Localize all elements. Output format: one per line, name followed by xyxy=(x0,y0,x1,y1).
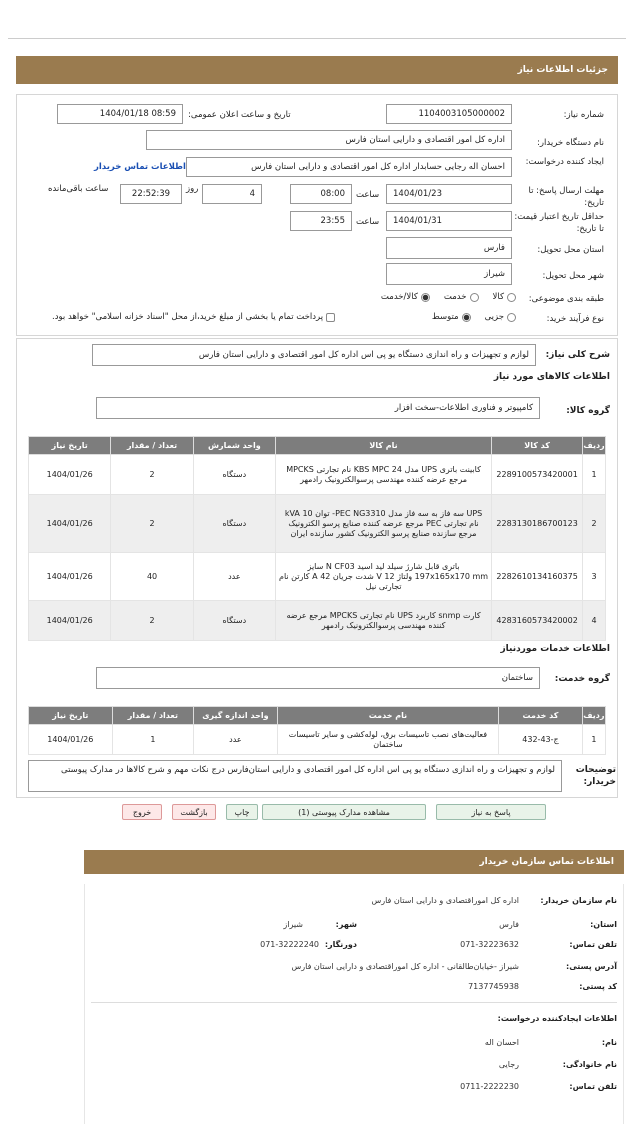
table-row[interactable] xyxy=(29,601,606,641)
service-group-label: گروه خدمت: xyxy=(554,674,610,684)
contact-info-link[interactable]: اطلاعات تماس خریدار xyxy=(94,162,186,172)
services-section-title: اطلاعات خدمات مورد‌نیاز xyxy=(500,644,610,654)
need-summary-field[interactable] xyxy=(92,344,536,366)
days-field[interactable] xyxy=(202,184,262,204)
creator-name-label: نام: xyxy=(601,1038,617,1047)
page-header xyxy=(16,56,618,84)
remaining-label: ساعت باقی‌مانده xyxy=(48,184,109,194)
deadline-time-label: ساعت xyxy=(356,190,380,200)
phone-value: 071-32223632 xyxy=(460,940,519,949)
creator-label: ایجاد کننده درخواست: xyxy=(525,157,604,167)
category-option-label: خدمت xyxy=(443,292,467,302)
cell-date: 1404/01/26 xyxy=(29,455,111,495)
cell-row: 4 xyxy=(583,601,606,641)
creator-name-value: احسان اله xyxy=(484,1038,519,1047)
validity-time-value: 23:55 xyxy=(320,216,345,226)
table-row[interactable] xyxy=(29,455,606,495)
category-option-label: کالا/خدمت xyxy=(380,292,418,302)
province-value: فارس xyxy=(499,920,519,929)
goods-section-title: اطلاعات کالاهای مورد نیاز xyxy=(493,372,610,382)
col-date: تاریخ نیاز xyxy=(29,437,111,455)
deadline-date-value: 1404/01/23 xyxy=(393,189,442,199)
category-option-goods[interactable] xyxy=(493,292,516,302)
col-code: کد کالا xyxy=(492,437,583,455)
cell-date: 1404/01/26 xyxy=(29,601,111,641)
process-option-label: جزیی xyxy=(484,312,504,322)
cell-name: باتری قابل شارژ سیلد لید اسید N CF03 سایز 197x165x170 mm ولتاژ 12 V شدت جریان 42 A کارتن نام تجارتی نیل xyxy=(276,553,492,601)
cell-name: کارت snmp کاربرد UPS نام تجارتی MPCKS مرجع عرضه کننده مهندسی پرسوالکترونیک رادمهر xyxy=(276,601,492,641)
category-option-service[interactable] xyxy=(444,292,479,302)
services-table-header xyxy=(29,707,606,725)
province-label: استان: xyxy=(590,920,617,929)
table-row[interactable] xyxy=(29,553,606,601)
need-summary-value: لوازم و تجهیزات و راه اندازی دستگاه یو پی اس اداره کل امور اقتصادی و دارایی استان فارس xyxy=(198,350,529,360)
exit-button[interactable]: خروج xyxy=(122,804,162,820)
need-summary-label: شرح کلی نیاز: xyxy=(545,350,610,360)
province-field[interactable] xyxy=(386,237,512,259)
process-option-minor[interactable] xyxy=(485,312,516,322)
city-value: شیراز xyxy=(484,269,505,279)
cell-unit: عدد xyxy=(193,553,275,601)
announce-value: 1404/01/18 08:59 xyxy=(99,109,176,119)
cell-name: فعالیت‌های نصب تاسیسات برق، لوله‌کشی و سایر تاسیسات ساختمان xyxy=(277,725,499,755)
contact-divider xyxy=(91,1002,617,1003)
contact-info xyxy=(84,884,624,1124)
cell-date: 1404/01/26 xyxy=(29,725,113,755)
city-label: شهر محل تحویل: xyxy=(542,271,604,281)
cell-qty: 2 xyxy=(111,495,193,553)
col-name: نام خدمت xyxy=(277,707,499,725)
service-group-value: ساختمان xyxy=(501,673,533,683)
cell-row: 2 xyxy=(583,495,606,553)
cell-date: 1404/01/26 xyxy=(29,495,111,553)
category-options xyxy=(367,292,516,302)
category-option-both[interactable] xyxy=(381,292,430,302)
cell-unit: دستگاه xyxy=(193,495,275,553)
payment-note xyxy=(52,312,335,322)
radio-selected-icon xyxy=(421,293,430,302)
buyer-notes-value: لوازم و تجهیزات و راه اندازی دستگاه یو پی اس اداره کل امور اقتصادی و دارایی استان‌فارس درج نکات مهم و شرح کالاها در مدارک پیوستی xyxy=(61,765,555,775)
org-value: اداره کل اموراقتصادی و دارایی استان فارس xyxy=(371,896,519,905)
phone-label: تلفن تماس: xyxy=(569,940,617,949)
announce-field[interactable] xyxy=(57,104,183,124)
goods-group-field[interactable] xyxy=(96,397,540,419)
services-table-wrap xyxy=(28,706,606,755)
buyer-field[interactable] xyxy=(146,130,512,150)
cell-code: ج-43-432 xyxy=(499,725,583,755)
days-label: روز xyxy=(186,184,199,194)
city-value: شیراز xyxy=(283,920,303,929)
deadline-time-value: 08:00 xyxy=(320,189,345,199)
need-number-field[interactable] xyxy=(386,104,512,124)
table-row[interactable] xyxy=(29,725,606,755)
buyer-notes-label: توضیحات خریدار: xyxy=(575,765,616,787)
need-number-value: 1104003105000002 xyxy=(418,109,505,119)
process-option-medium[interactable] xyxy=(432,312,471,322)
cell-date: 1404/01/26 xyxy=(29,553,111,601)
process-option-label: متوسط xyxy=(431,312,459,322)
creator-section-title: اطلاعات ایجادکننده درخواست: xyxy=(497,1014,617,1023)
cell-unit: دستگاه xyxy=(193,601,275,641)
buyer-label: نام دستگاه خریدار: xyxy=(537,138,604,148)
org-label: نام سازمان خریدار: xyxy=(540,896,617,905)
radio-icon xyxy=(507,313,516,322)
goods-table-wrap xyxy=(28,436,606,641)
days-value: 4 xyxy=(249,189,255,199)
cell-code: 2283130186700123 xyxy=(492,495,583,553)
fax-label: دورنگار: xyxy=(324,940,357,949)
cell-code: 2282610134160375 xyxy=(492,553,583,601)
validity-time-label: ساعت xyxy=(356,217,380,227)
creator-family-label: نام خانوادگی: xyxy=(562,1060,617,1069)
postal-value: 7137745938 xyxy=(468,982,519,991)
back-button[interactable]: بازگشت xyxy=(172,804,216,820)
creator-family-value: رجایی xyxy=(498,1060,519,1069)
buyer-value: اداره کل امور اقتصادی و دارایی استان فارس xyxy=(345,135,505,145)
checkbox-icon[interactable] xyxy=(326,313,335,322)
process-options xyxy=(418,312,516,322)
col-unit: واحد شمارش xyxy=(193,437,275,455)
radio-icon xyxy=(507,293,516,302)
deadline-date-field[interactable] xyxy=(386,184,512,204)
col-row: ردیف xyxy=(582,707,605,725)
service-group-field[interactable] xyxy=(96,667,540,689)
cell-qty: 2 xyxy=(111,601,193,641)
announce-label: تاریخ و ساعت اعلان عمومی: xyxy=(188,110,291,120)
postal-label: کد پستی: xyxy=(579,982,617,991)
deadline-time-field[interactable] xyxy=(290,184,352,204)
category-label: طبقه بندی موضوعی: xyxy=(528,294,604,304)
contact-title: اطلاعات تماس سازمان خریدار xyxy=(479,857,614,867)
cell-row: 1 xyxy=(583,455,606,495)
col-date: تاریخ نیاز xyxy=(29,707,113,725)
creator-phone-label: تلفن تماس: xyxy=(569,1082,617,1091)
cell-unit: دستگاه xyxy=(193,455,275,495)
creator-field[interactable] xyxy=(186,157,512,177)
col-row: ردیف xyxy=(583,437,606,455)
top-rule xyxy=(8,38,626,39)
table-row[interactable] xyxy=(29,495,606,553)
address-label: آدرس پستی: xyxy=(566,962,617,971)
validity-date-field[interactable] xyxy=(386,211,512,231)
reply-button[interactable]: پاسخ به نیاز xyxy=(436,804,546,820)
payment-note-text: پرداخت تمام یا بخشی از مبلغ خرید،از محل "اسناد خزانه اسلامی" خواهد بود. xyxy=(52,312,324,322)
validity-label: حداقل تاریخ اعتبار قیمت: تا تاریخ: xyxy=(514,212,604,234)
col-code: کد خدمت xyxy=(499,707,583,725)
print-button[interactable]: چاپ xyxy=(226,804,258,820)
remaining-field[interactable] xyxy=(120,184,182,204)
fax-value: 071-32222240 xyxy=(260,940,319,949)
remaining-value: 22:52:39 xyxy=(131,189,171,199)
process-label: نوع فرآیند خرید: xyxy=(546,314,604,324)
creator-phone-value: 0711-2222230 xyxy=(460,1082,519,1091)
city-field[interactable] xyxy=(386,263,512,285)
radio-icon xyxy=(470,293,479,302)
cell-row: 1 xyxy=(582,725,605,755)
attachments-button[interactable]: مشاهده مدارک پیوستی (1) xyxy=(262,804,426,820)
need-number-label: شماره نیاز: xyxy=(563,110,604,120)
province-value: فارس xyxy=(483,243,505,253)
cell-code: 4283160573420002 xyxy=(492,601,583,641)
validity-time-field[interactable] xyxy=(290,211,352,231)
contact-header xyxy=(84,850,624,874)
services-table xyxy=(28,706,606,755)
category-option-label: کالا xyxy=(492,292,504,302)
col-qty: تعداد / مقدار xyxy=(112,707,193,725)
goods-table-header xyxy=(29,437,606,455)
col-unit: واحد اندازه گیری xyxy=(194,707,278,725)
city-label: شهر: xyxy=(335,920,357,929)
col-name: نام کالا xyxy=(276,437,492,455)
cell-qty: 2 xyxy=(111,455,193,495)
radio-selected-icon xyxy=(462,313,471,322)
cell-code: 2289100573420001 xyxy=(492,455,583,495)
province-label: استان محل تحویل: xyxy=(537,245,604,255)
cell-unit: عدد xyxy=(194,725,278,755)
page-title: جزئیات اطلاعات نیاز xyxy=(517,65,608,75)
creator-value: احسان اله رجایی حسابدار اداره کل امور اقتصادی و دارایی استان فارس xyxy=(251,162,505,172)
cell-qty: 1 xyxy=(112,725,193,755)
buyer-notes-field[interactable] xyxy=(28,760,562,792)
goods-table xyxy=(28,436,606,641)
goods-group-label: گروه کالا: xyxy=(566,406,610,416)
col-qty: تعداد / مقدار xyxy=(111,437,193,455)
deadline-label: مهلت ارسال پاسخ: تا تاریخ: xyxy=(528,186,604,208)
goods-group-value: کامپیوتر و فناوری اطلاعات-سخت افزار xyxy=(394,403,533,413)
cell-row: 3 xyxy=(583,553,606,601)
address-value: شیراز -خیابان‌طالقانی - اداره کل اموراقتصادی و دارایی استان فارس xyxy=(291,962,519,971)
validity-date-value: 1404/01/31 xyxy=(393,216,442,226)
cell-qty: 40 xyxy=(111,553,193,601)
cell-name: UPS سه فاز به سه فاز مدل PEC NG3310- توان 10 kVA نام تجارتی PEC مرجع عرضه کننده صنایع پرسو الکترونیک مرجع سازنده صنایع پرسو الکترونیک کشور سازنده ایران xyxy=(276,495,492,553)
cell-name: کابینت باتری UPS مدل KBS MPC 24 نام تجارتی MPCKS مرجع عرضه کننده مهندسی پرسوالکترونیک رادمهر xyxy=(276,455,492,495)
